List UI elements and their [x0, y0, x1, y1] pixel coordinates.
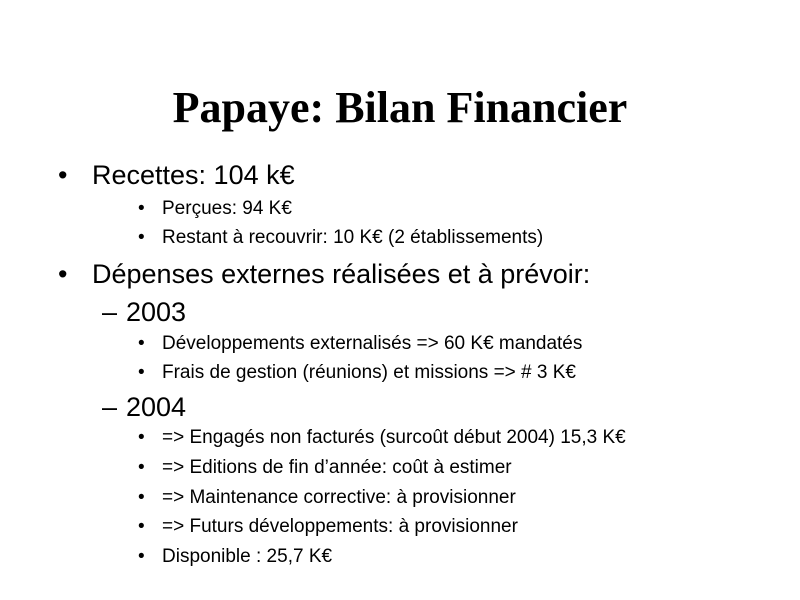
bullet-text: Dépenses externes réalisées et à prévoir:	[92, 259, 591, 289]
sub-bullet-item	[138, 361, 576, 385]
bullet-text: => Maintenance corrective: à provisionner	[162, 487, 516, 508]
sub-bullet-item	[138, 426, 626, 450]
year-text: 2003	[126, 297, 187, 327]
sub-bullet-item	[138, 456, 512, 480]
year-item	[102, 296, 186, 328]
bullet-text: Développements externalisés => 60 K€ mandatés	[162, 333, 583, 354]
slide-title: Papaye: Bilan Financier	[172, 83, 628, 132]
sub-bullet-item	[138, 486, 516, 510]
dash-icon: –	[102, 297, 118, 327]
bullet-text: Recettes: 104 k€	[92, 160, 295, 190]
bullet-icon: •	[138, 457, 145, 478]
bullet-icon: •	[138, 487, 145, 508]
bullet-icon: •	[138, 362, 145, 383]
year-text: 2004	[126, 392, 187, 422]
bullet-icon: •	[58, 259, 68, 289]
bullet-text: => Futurs développements: à provisionner	[162, 516, 518, 537]
bullet-text: Perçues: 94 K€	[162, 198, 292, 219]
bullet-icon: •	[138, 427, 145, 448]
bullet-text: Restant à recouvrir: 10 K€ (2 établissements)	[162, 227, 544, 248]
sub-bullet-item	[138, 515, 518, 539]
bullet-icon: •	[138, 333, 145, 354]
bullet-text: => Editions de fin d’année: coût à estimer	[162, 457, 512, 478]
bullet-text: Frais de gestion (réunions) et missions => # 3 K€	[162, 362, 576, 383]
bullet-icon: •	[58, 160, 68, 190]
bullet-icon: •	[138, 516, 145, 537]
bullet-icon: •	[138, 546, 145, 567]
sub-bullet-item	[138, 226, 543, 250]
bullet-text: Disponible : 25,7 K€	[162, 546, 333, 567]
bullet-item	[58, 258, 590, 290]
bullet-icon: •	[138, 198, 145, 219]
dash-icon: –	[102, 392, 118, 422]
sub-bullet-item	[138, 332, 582, 356]
sub-bullet-item	[138, 197, 292, 221]
bullet-text: => Engagés non facturés (surcoût début 2004) 15,3 K€	[162, 427, 626, 448]
sub-bullet-item	[138, 545, 332, 569]
year-item	[102, 391, 186, 423]
bullet-icon: •	[138, 227, 145, 248]
bullet-item	[58, 159, 295, 191]
